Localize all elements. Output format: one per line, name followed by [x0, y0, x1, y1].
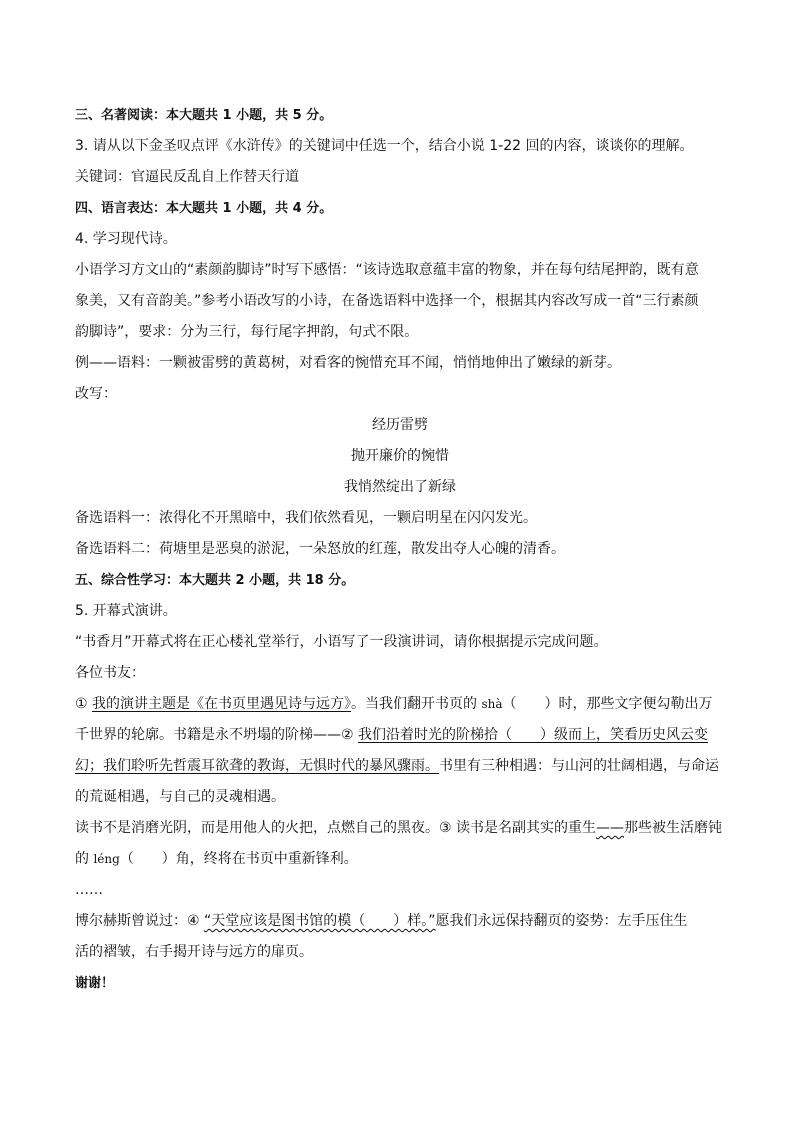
speech-text: 博尔赫斯曾说过：④ [75, 913, 205, 929]
speech-text: （ ）时，那些文字便勾勒出万 [502, 696, 713, 712]
speech-underlined-3: 幻；我们聆听先哲震耳欲聋的教诲，无惧时代的暴风骤雨。 [75, 758, 439, 774]
speech-text: 读书不是消磨光阴，而是用他人的火把，点燃自己的黑夜。③ 读书是名副其实的重生 [75, 820, 596, 836]
speech-text: 千世界的轮廓。书籍是永不坍塌的阶梯——② [75, 727, 358, 743]
poem-line-3: 我悄然绽出了新绿 [344, 479, 456, 495]
question-5-title: 5. 开幕式演讲。 [75, 603, 177, 619]
speech-line-7 [75, 906, 725, 937]
speech-text: 那些被生活磨钝 [624, 820, 722, 836]
speech-text: 。当我们翻开书页的 [351, 696, 482, 712]
poem-line-2: 抛开廉价的惋惜 [351, 448, 449, 464]
speech-line-1 [75, 689, 725, 720]
question-3-keywords: 关键词：官逼民反乱自上作替天行道 [75, 169, 299, 185]
question-4-material-1: 备选语料一：浓得化不开黑暗中，我们依然看见，一颗启明星在闪闪发光。 [75, 510, 537, 526]
question-4-rewrite-label: 改写： [75, 386, 117, 402]
speech-line-6 [75, 844, 725, 875]
speech-line-3 [75, 751, 725, 782]
speech-wavy-quote-end: （ ）样。” [351, 913, 436, 929]
document-content [75, 100, 725, 999]
question-4-example: 例——语料：一颗被雷劈的黄葛树，对看客的惋惜充耳不闻，悄悄地伸出了嫩绿的新芽。 [75, 355, 621, 371]
question-5-intro: “书香月”开幕式将在正心楼礼堂举行，小语写了一段演讲词，请你根据提示完成问题。 [75, 634, 608, 650]
question-3-prompt: 3. 请从以下金圣叹点评《水浒传》的关键词中任选一个，结合小说 1-22 回的内容，谈谈你的理解。 [75, 138, 694, 154]
section-4-heading: 四、语言表达：本大题共 1 小题，共 4 分。 [75, 201, 333, 216]
speech-text: 书里有三种相遇：与山河的壮阔相遇，与命运 [439, 758, 719, 774]
question-4-intro-line-1: 小语学习方文山的“素颜韵脚诗”时写下感悟：“该诗选取意蕴丰富的物象，并在每句结尾押韵，既有意 [75, 262, 699, 278]
speech-text: 的 [75, 851, 94, 867]
question-4-title: 4. 学习现代诗。 [75, 231, 177, 247]
question-4-intro-line-3: 韵脚诗”，要求：分为三行，每行尾字押韵，句式不限。 [75, 324, 419, 340]
pinyin-sha: shà [481, 697, 503, 711]
speech-underlined-2b: （ ）级而上，笑看历史风云变 [498, 727, 708, 743]
poem-line-1: 经历雷劈 [372, 417, 428, 433]
speech-wavy-dash: —— [596, 820, 624, 836]
pinyin-leng: léng [93, 852, 120, 866]
speech-line-2 [75, 720, 725, 751]
section-3-heading: 三、名著阅读：本大题共 1 小题，共 5 分。 [75, 108, 333, 123]
question-4-intro-line-2: 象美，又有音韵美。”参考小语改写的小诗，在备选语料中选择一个，根据其内容改写成一首“三行素颜 [75, 293, 699, 309]
question-4-material-2: 备选语料二：荷塘里是恶臭的淤泥，一朵怒放的红莲，散发出夺人心魄的清香。 [75, 541, 565, 557]
section-5-heading: 五、综合性学习：本大题共 2 小题，共 18 分。 [75, 573, 355, 588]
speech-thanks: 谢谢！ [75, 976, 115, 991]
speech-ellipsis: …… [75, 882, 103, 898]
speech-underlined-1: 我的演讲主题是《在书页里遇见诗与远方》 [92, 696, 352, 712]
speech-line-8: 活的褶皱，右手揭开诗与远方的扉页。 [75, 944, 313, 960]
speech-marker-1: ① [75, 696, 93, 712]
speech-line-5 [75, 813, 725, 844]
speech-salutation: 各位书友： [75, 665, 145, 681]
speech-text: 愿我们永远保持翻页的姿势：左手压住生 [435, 913, 688, 929]
speech-wavy-quote: “天堂应该是图书馆的模 [204, 913, 352, 929]
speech-text: （ ）角，终将在书页中重新锋利。 [119, 851, 358, 867]
speech-line-4: 的荒诞相遇，与自己的灵魂相遇。 [75, 789, 285, 805]
speech-underlined-2: 我们沿着时光的阶梯拾 [358, 727, 498, 743]
